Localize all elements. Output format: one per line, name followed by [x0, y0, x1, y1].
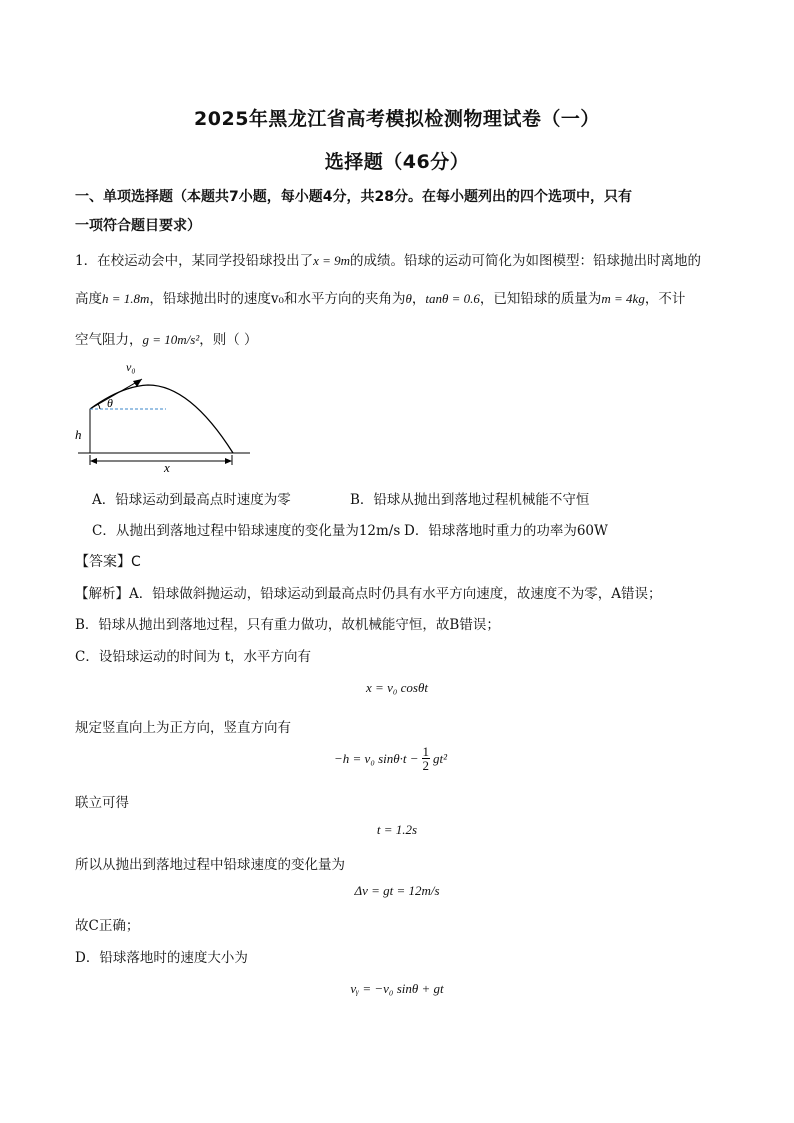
eq2-right: gt²: [433, 750, 448, 766]
label-theta: θ: [107, 396, 113, 410]
question-text: 1．在校运动会中，某同学投铅球投出了: [75, 253, 314, 269]
equation-4: Δv = gt = 12m/s: [354, 883, 440, 898]
math-g: g = 10m/s²: [142, 332, 200, 347]
equation-1: x = v₀ cosθt: [366, 680, 428, 695]
equation-3: t = 1.2s: [376, 822, 418, 837]
math-theta: θ: [405, 291, 412, 306]
arrow-left-icon: [90, 458, 97, 464]
eq2-left: −h = v₀ sinθ·t −: [334, 750, 419, 766]
question-line1: [75, 249, 701, 269]
question-line3: [75, 328, 258, 348]
label-v0: v₀: [126, 360, 136, 374]
math-h: h = 1.8m: [102, 291, 150, 306]
exam-title: 2025年黑龙江省高考模拟检测物理试卷（一）: [194, 108, 600, 130]
section-title: 选择题（46分）: [324, 151, 470, 173]
analysis-a: 【解析】A．铅球做斜抛运动，铅球运动到最高点时仍具有水平方向速度，故速度不为零，A错误；: [75, 586, 662, 602]
question-text: 的成绩。铅球的运动可简化为如图模型：铅球抛出时离地的: [350, 253, 702, 269]
analysis-c5: 故C正确；: [75, 918, 140, 934]
analysis-d: D．铅球落地时的速度大小为: [75, 950, 248, 966]
option-b: B．铅球从抛出到落地过程机械能不守恒: [350, 492, 590, 508]
analysis-c3: 联立可得: [75, 795, 129, 811]
fraction: [422, 745, 431, 772]
part-header-line1: 一、单项选择题（本题共7小题，每小题4分，共28分。在每小题列出的四个选项中，只有: [75, 189, 632, 205]
question-text: ，铅球抛出时的速度v₀和水平方向的夹角为: [149, 291, 406, 307]
math-x: x = 9m: [313, 253, 351, 268]
option-a: A．铅球运动到最高点时速度为零: [92, 492, 291, 508]
question-text: ，: [411, 291, 426, 307]
projectile-figure: [70, 355, 260, 475]
question-line2: [75, 287, 685, 307]
equation-2: [334, 745, 447, 772]
math-m: m = 4kg: [601, 291, 645, 306]
arrow-right-icon: [225, 458, 232, 464]
fraction-denominator: 2: [422, 758, 430, 773]
equation-5: vᵧ = −v₀ sinθ + gt: [350, 981, 444, 996]
angle-arc: [98, 404, 100, 409]
analysis-b: B．铅球从抛出到落地过程，只有重力做功，故机械能守恒，故B错误；: [75, 617, 500, 633]
part-header-line2: 一项符合题目要求）: [75, 218, 201, 234]
question-text: 高度: [75, 291, 102, 307]
answer-label: 【答案】C: [75, 554, 141, 570]
question-text: ，不计: [644, 291, 686, 307]
analysis-c: C．设铅球运动的时间为 t，水平方向有: [75, 649, 312, 665]
analysis-c4: 所以从抛出到落地过程中铅球速度的变化量为: [75, 857, 345, 873]
question-text: 空气阻力，: [75, 332, 143, 348]
math-tan: tanθ = 0.6: [425, 291, 480, 306]
option-d: D．铅球落地时重力的功率为60W: [404, 523, 608, 539]
question-text: ，则（ ）: [199, 332, 258, 348]
fraction-numerator: 1: [422, 744, 430, 759]
analysis-c2: 规定竖直向上为正方向，竖直方向有: [75, 720, 291, 736]
label-x: x: [164, 460, 170, 475]
label-h: h: [75, 427, 82, 442]
option-c: C．从抛出到落地过程中铅球速度的变化量为12m/s: [92, 523, 401, 539]
question-text: ，已知铅球的质量为: [479, 291, 602, 307]
